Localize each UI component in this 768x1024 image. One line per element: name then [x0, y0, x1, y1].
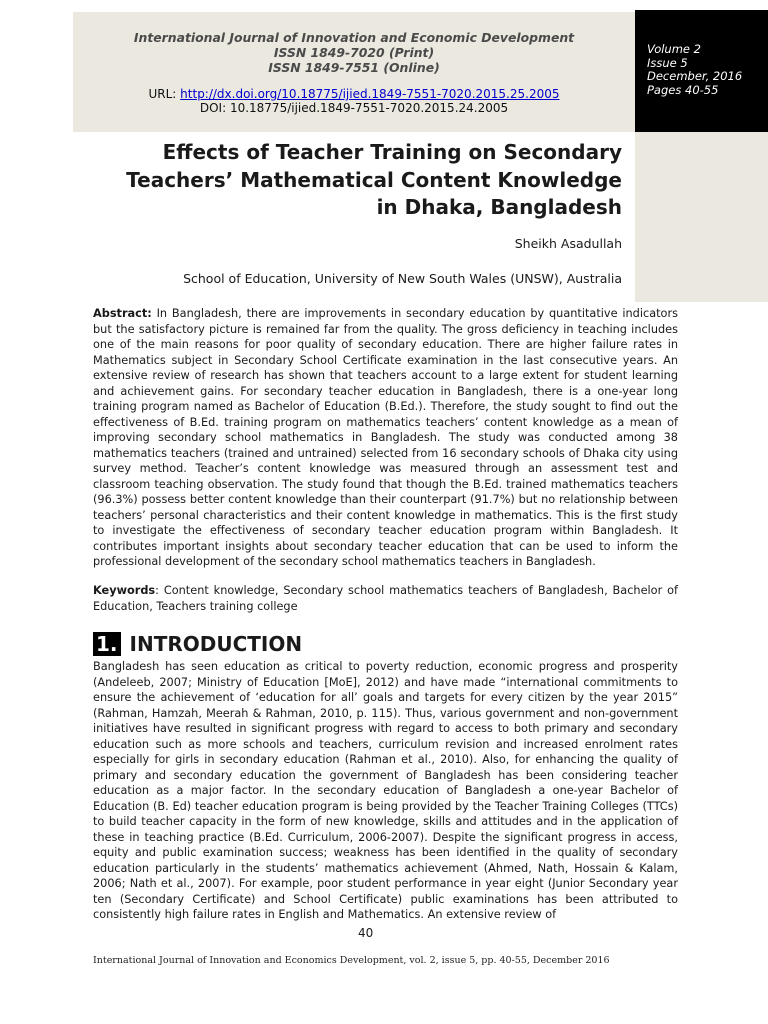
- paper-title-line-2: Teachers’ Mathematical Content Knowledge: [126, 168, 622, 192]
- issn-online: ISSN 1849-7551 (Online): [268, 60, 440, 75]
- keywords-text: : Content knowledge, Secondary school mathematics teachers of Bangladesh, Bachelor of Education, Teachers training college: [93, 584, 678, 613]
- keywords: [93, 583, 678, 614]
- section-heading: [93, 632, 302, 656]
- journal-name: International Journal of Innovation and Economic Development: [133, 30, 575, 45]
- date-label: December, 2016: [647, 69, 743, 83]
- author-affiliation: School of Education, University of New South Wales (UNSW), Australia: [183, 271, 622, 286]
- doi-url-link[interactable]: http://dx.doi.org/10.18775/ijied.1849-7551-7020.2015.25.2005: [180, 87, 560, 101]
- url-label: URL:: [148, 87, 181, 101]
- issue-label: Issue 5: [647, 56, 688, 70]
- abstract: [93, 306, 678, 570]
- introduction-text: Bangladesh has seen education as critical to poverty reduction, economic progress and prosperity (Andeleeb, 2007; Ministry of Education [MoE], 2012) and have made “international commitments to ensure the achievement of ‘education for all’ goals and targets for every citizen by the year 2015” (Rahman, Hamzah, Meerah & Rahman, 2010, p. 115). Thus, various government and non-government initiatives have resulted in significant progress with regard to access to both primary and secondary education such as more schools and teachers, curriculum revision and increased enrolment rates especially for girls in secondary education (Rahman et al., 2010). Also, for enhancing the quality of primary and secondary education the government of Bangladesh has been considering teacher education as a major factor. In the secondary education of Bangladesh a one-year Bachelor of Education (B. Ed) teacher education program is being provided by the Teacher Training Colleges (TTCs) to build teacher capacity in the form of new knowledge, skills and attitudes and in the application of these in teaching practice (B.Ed. Curriculum, 2006-2007). Despite the significant progress in access, equity and public examination success; weakness has been identified in the quality of secondary education particularly in the students’ mathematics achievement (Ahmed, Nath, Hossain & Kalam, 2006; Nath et al., 2007). For example, poor student performance in year eight (Junior Secondary year ten (Secondary Certificate) and School Certificate) public examinations has been attributed to consistently high failure rates in English and Mathematics. An extensive review of: [93, 660, 678, 921]
- author-name: Sheikh Asadullah: [514, 236, 622, 251]
- section-number: 1.: [93, 632, 121, 656]
- page-number: 40: [358, 926, 374, 940]
- issn-print: ISSN 1849-7020 (Print): [273, 45, 435, 60]
- abstract-label: Abstract:: [93, 307, 152, 320]
- pages-label: Pages 40-55: [647, 83, 719, 97]
- doi-line: DOI: 10.18775/ijied.1849-7551-7020.2015.24.2005: [199, 101, 509, 115]
- url-line: [73, 87, 635, 102]
- page-footer: International Journal of Innovation and Economics Development, vol. 2, issue 5, pp. 40-55, December 2016: [93, 955, 610, 966]
- volume-info-box: [635, 10, 768, 132]
- paper-title-line-1: Effects of Teacher Training on Secondary: [162, 140, 622, 164]
- abstract-text: In Bangladesh, there are improvements in secondary education by quantitative indicators but the satisfactory picture is remained far from the quality. The gross deficiency in teaching includes one of the main reasons for poor quality of secondary education. There are higher failure rates in Mathematics subject in Secondary School Certificate examination in the last consecutive years. An extensive review of research has shown that teachers account to a large extent for student learning and achievement gains. For secondary teacher education in Bangladesh, there is a one-year long training program named as Bachelor of Education (B.Ed.). Therefore, the study sought to find out the effectiveness of B.Ed. training program on mathematics teachers’ content knowledge as a mean of improving secondary school mathematics in Bangladesh. The study was conducted among 38 mathematics teachers (trained and untrained) selected from 16 secondary schools of Dhaka city using survey method. Teacher’s content knowledge was measured through an assessment test and classroom teaching observation. The study found that though the B.Ed. trained mathematics teachers (96.3%) possess better content knowledge than their counterpart (91.7%) but no relationship between teachers’ personal characteristics and their content knowledge in mathematics. This is the first study to investigate the effectiveness of secondary teacher education program within Bangladesh. It contributes important insights about secondary teacher education that can be used to inform the professional development of the secondary school mathematics teachers in Bangladesh.: [93, 307, 678, 568]
- decorative-band: [635, 132, 768, 302]
- volume-label: Volume 2: [647, 42, 701, 56]
- section-title: INTRODUCTION: [129, 632, 303, 656]
- keywords-label: Keywords: [93, 584, 156, 597]
- paper-title-line-3: in Dhaka, Bangladesh: [376, 195, 622, 219]
